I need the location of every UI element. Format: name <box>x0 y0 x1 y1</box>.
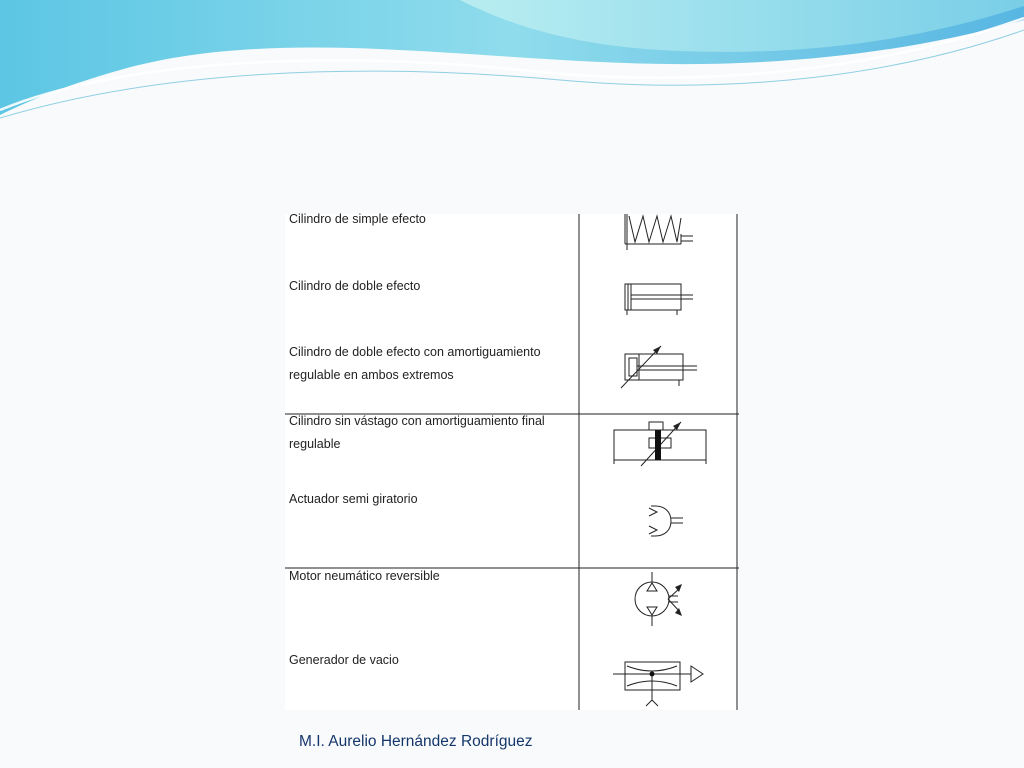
table-row-description: Generador de vacio <box>289 653 399 667</box>
reversible-pneumatic-motor-icon <box>630 570 690 632</box>
table-row-description: Cilindro sin vástago con amortiguamiento final regulable <box>289 414 545 451</box>
table-row-description: Cilindro de simple efecto <box>289 212 426 226</box>
table-row-description: Cilindro de doble efecto con amortiguamiento regulable en ambos extremos <box>289 345 541 382</box>
table-row-description: Actuador semi giratorio <box>289 492 418 506</box>
single-acting-cylinder-icon <box>621 214 701 254</box>
double-acting-cylinder-adjustable-cushioning-icon <box>617 342 707 392</box>
table-row-description: Motor neumático reversible <box>289 569 440 583</box>
rodless-cylinder-icon <box>611 418 711 470</box>
header-wave-decoration <box>0 0 1024 130</box>
table-row-description: Cilindro de doble efecto <box>289 279 421 293</box>
vacuum-generator-icon <box>611 654 711 710</box>
semi-rotary-actuator-icon <box>645 502 691 540</box>
symbol-table <box>285 214 739 710</box>
double-acting-cylinder-icon <box>621 280 701 320</box>
footer-author: M.I. Aurelio Hernández Rodríguez <box>299 733 533 750</box>
